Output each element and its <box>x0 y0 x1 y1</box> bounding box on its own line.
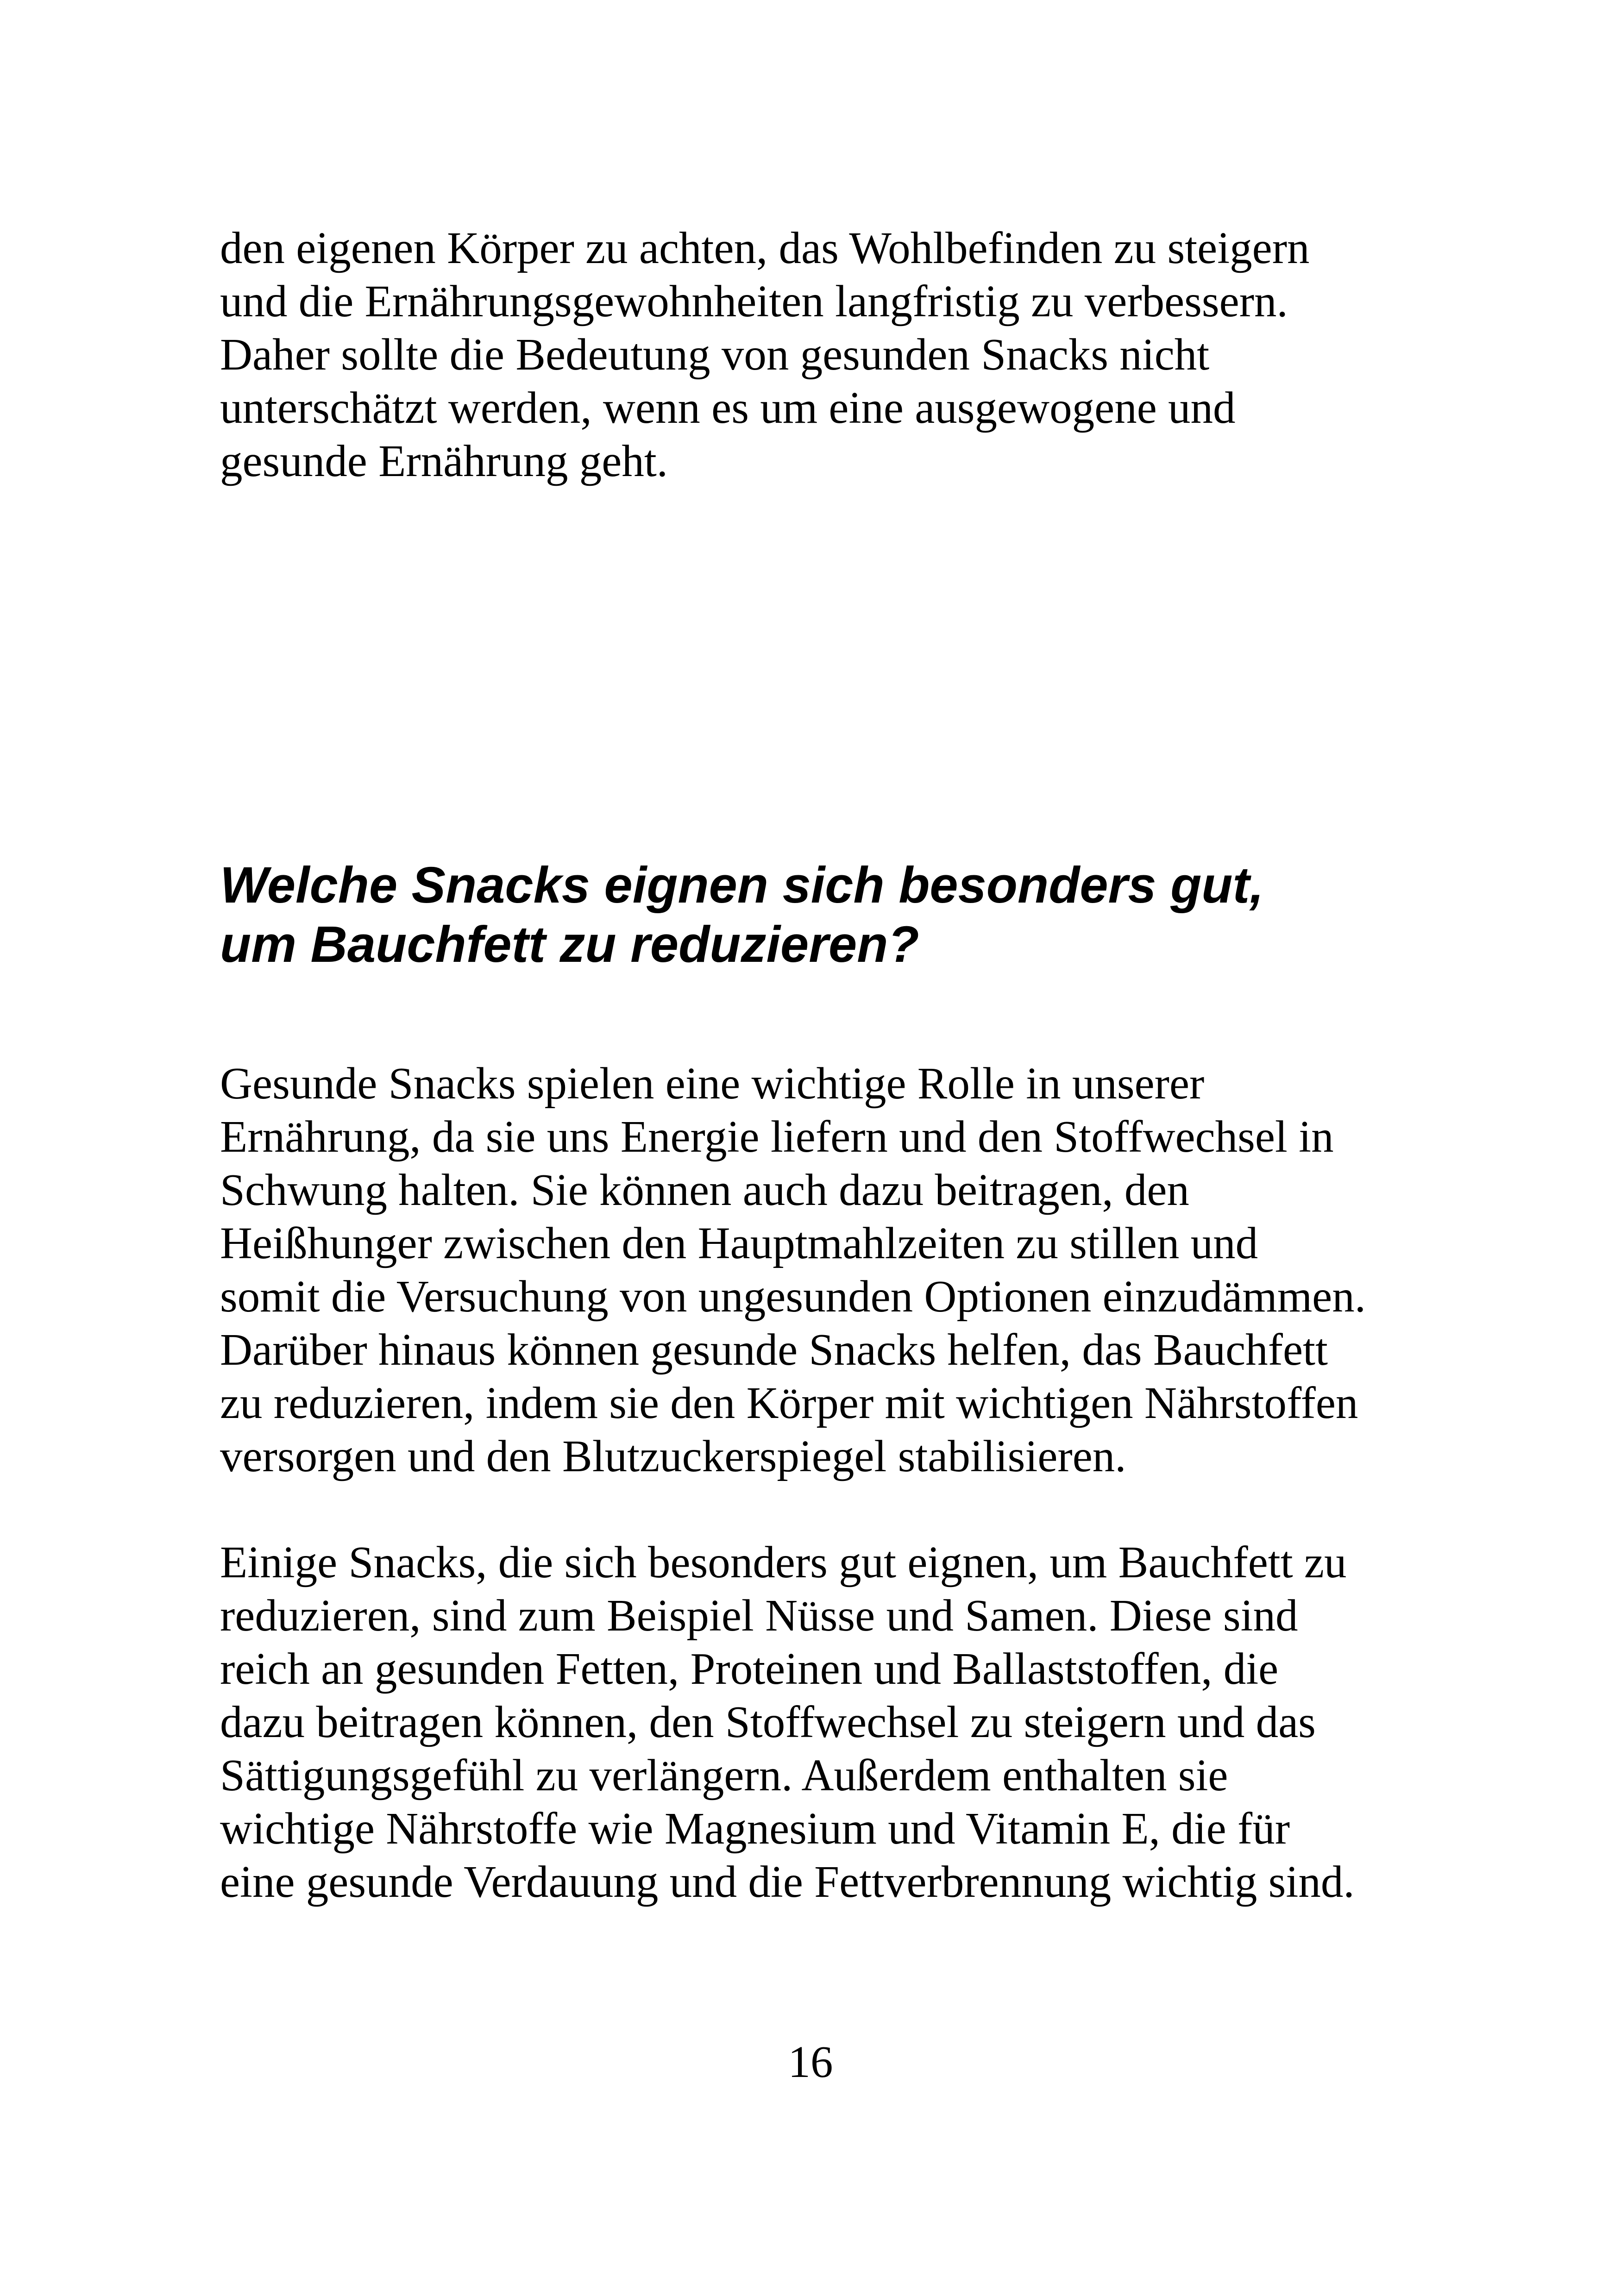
section-heading: Welche Snacks eignen sich besonders gut, um Bauchfett zu reduzieren? <box>220 857 1264 973</box>
page-number: 16 <box>788 2037 833 2087</box>
paragraph-intro: den eigenen Körper zu achten, das Wohlbefinden zu steigern und die Ernährungsgewohnheiten langfristig zu verbessern. Daher sollte die Bedeutung von gesunden Snacks nicht unterschätzt werden, wenn es um eine ausgewogene und gesunde Ernährung geht. <box>220 223 1310 486</box>
paragraph-snacks-role: Gesunde Snacks spielen eine wichtige Rolle in unserer Ernährung, da sie uns Energie liefern und den Stoffwechsel in Schwung halten. Sie können auch dazu beitragen, den Heißhunger zwischen den Hauptmahlzeiten zu stillen und somit die Versuchung von ungesunden Optionen einzudämmen. Darüber hinaus können gesunde Snacks helfen, das Bauchfett zu reduzieren, indem sie den Körper mit wichtigen Nährstoffen versorgen und den Blutzuckerspiegel stabilisieren. <box>220 1059 1366 1481</box>
paragraph-nuts-seeds: Einige Snacks, die sich besonders gut eignen, um Bauchfett zu reduzieren, sind zum Beispiel Nüsse und Samen. Diese sind reich an gesunden Fetten, Proteinen und Ballaststoffen, die dazu beitragen können, den Stoffwechsel zu steigern und das Sättigungsgefühl zu verlängern. Außerdem enthalten sie wichtige Nährstoffe wie Magnesium und Vitamin E, die für eine gesunde Verdauung und die Fettverbrennung wichtig sind. <box>220 1537 1355 1907</box>
